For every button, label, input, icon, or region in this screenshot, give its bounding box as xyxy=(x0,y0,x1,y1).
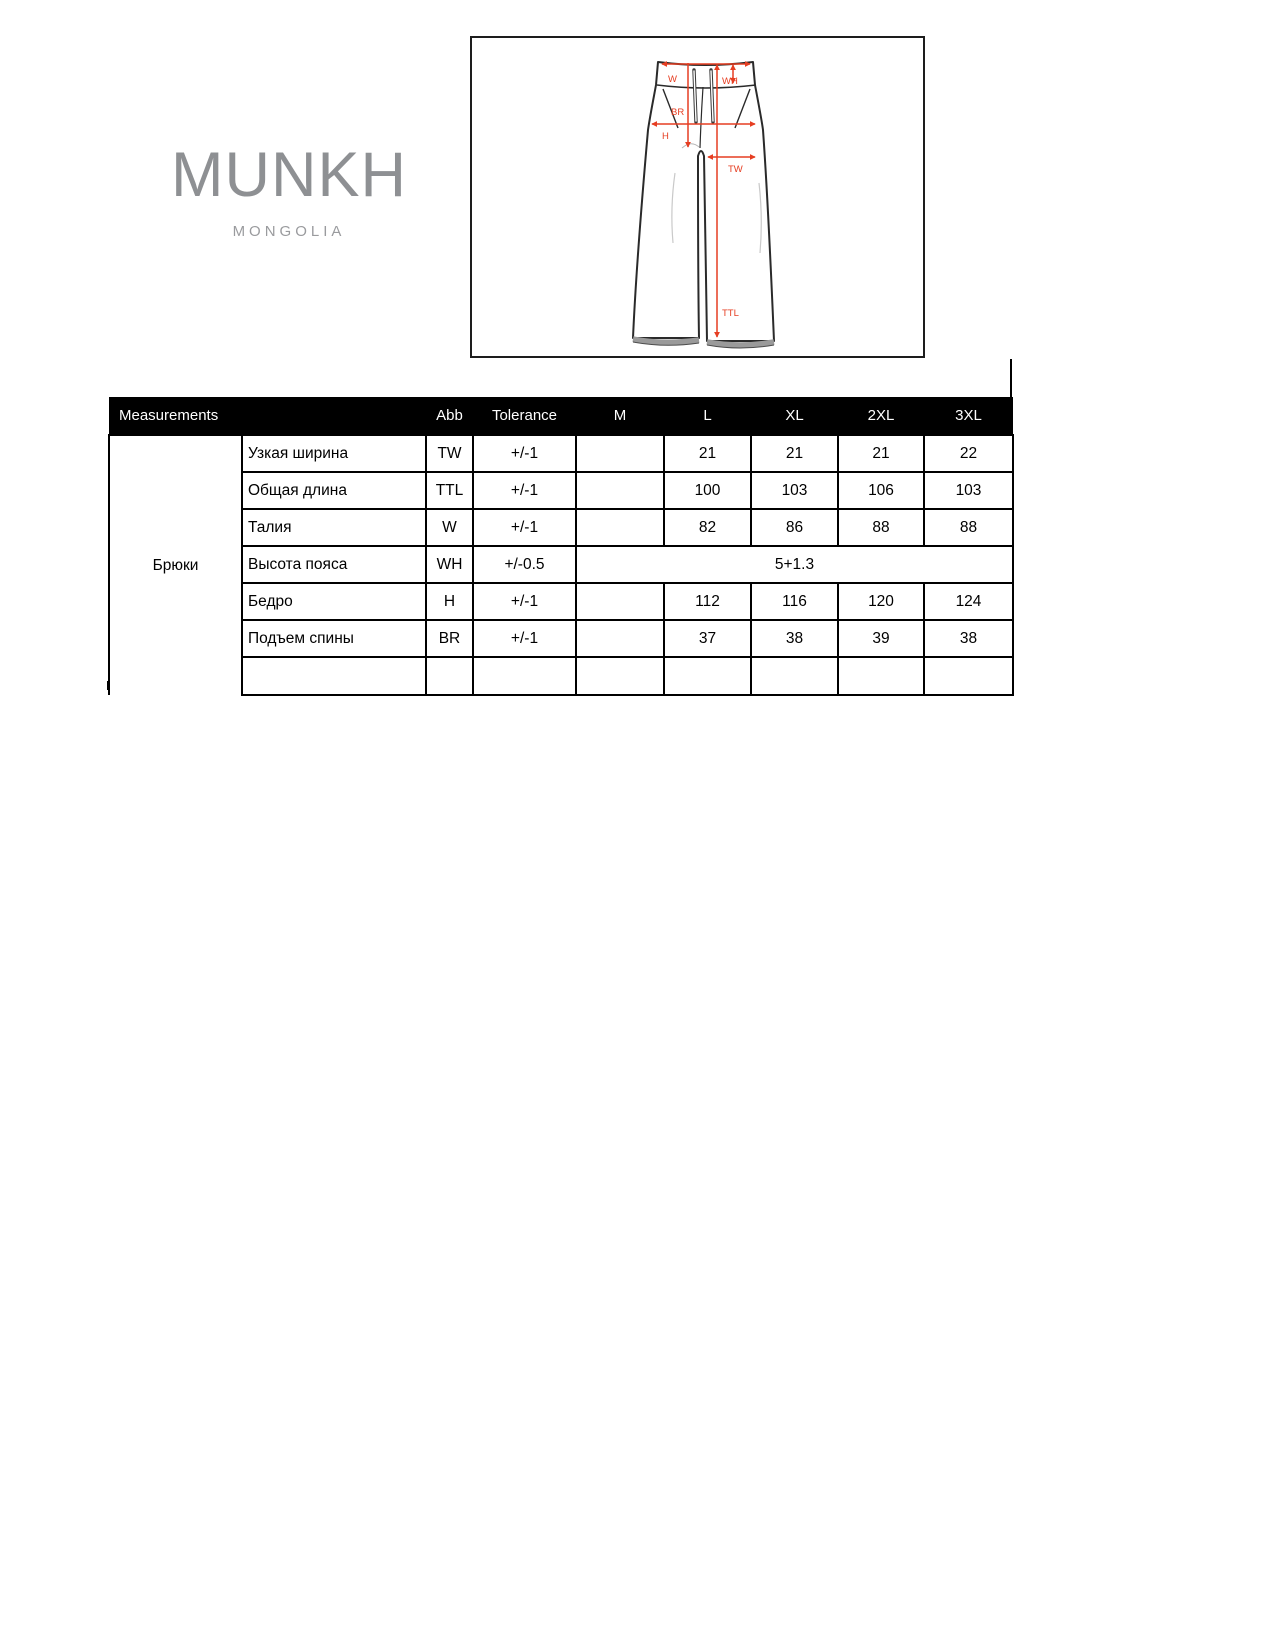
cell-m xyxy=(576,657,664,695)
cell-2xl: 106 xyxy=(838,472,924,509)
cell-2xl: 21 xyxy=(838,435,924,472)
cell-2xl: 88 xyxy=(838,509,924,546)
brand-name: MUNKH xyxy=(171,140,407,210)
table-row xyxy=(109,435,1013,472)
cell-m xyxy=(576,435,664,472)
col-header-l: L xyxy=(664,397,751,435)
garment-diagram-frame xyxy=(470,36,925,358)
cell-l: 37 xyxy=(664,620,751,657)
cell-l: 112 xyxy=(664,583,751,620)
cell-name: Подъем спины xyxy=(242,620,426,657)
table-header-row xyxy=(109,397,1013,435)
cell-l: 100 xyxy=(664,472,751,509)
cell-3xl: 38 xyxy=(924,620,1013,657)
cell-3xl xyxy=(924,657,1013,695)
cell-xl: 116 xyxy=(751,583,838,620)
cell-3xl: 103 xyxy=(924,472,1013,509)
cell-tolerance: +/-1 xyxy=(473,435,576,472)
measure-label-h: H xyxy=(662,131,669,142)
cell-name: Узкая ширина xyxy=(242,435,426,472)
cell-xl: 38 xyxy=(751,620,838,657)
cell-m xyxy=(576,509,664,546)
cell-tolerance: +/-1 xyxy=(473,583,576,620)
col-header-abb: Abb xyxy=(426,397,473,435)
cell-abb: TTL xyxy=(426,472,473,509)
cell-m xyxy=(576,472,664,509)
measure-label-w: W xyxy=(668,74,677,85)
brand-logo xyxy=(166,140,412,240)
cell-name: Общая длина xyxy=(242,472,426,509)
measurements-table xyxy=(108,397,1014,696)
group-cell-pants: Брюки xyxy=(109,435,242,695)
col-header-3xl: 3XL xyxy=(924,397,1013,435)
table-row xyxy=(109,472,1013,509)
cell-tolerance: +/-1 xyxy=(473,472,576,509)
cell-abb xyxy=(426,657,473,695)
cell-name: Талия xyxy=(242,509,426,546)
cell-m xyxy=(576,620,664,657)
cell-abb: TW xyxy=(426,435,473,472)
cell-name: Бедро xyxy=(242,583,426,620)
cell-tolerance xyxy=(473,657,576,695)
cell-merged-value: 5+1.3 xyxy=(576,546,1013,583)
cell-xl xyxy=(751,657,838,695)
table-row xyxy=(109,583,1013,620)
cell-m xyxy=(576,583,664,620)
cell-l: 21 xyxy=(664,435,751,472)
cell-name: Высота пояса xyxy=(242,546,426,583)
measure-label-ttl: TTL xyxy=(722,308,739,319)
measure-label-tw: TW xyxy=(728,164,743,175)
col-header-2xl: 2XL xyxy=(838,397,924,435)
cell-xl: 86 xyxy=(751,509,838,546)
measure-label-br: BR xyxy=(671,107,685,118)
cell-l xyxy=(664,657,751,695)
group-column-left-border-extension xyxy=(107,681,109,690)
table-row-empty xyxy=(109,657,1013,695)
cell-2xl: 39 xyxy=(838,620,924,657)
cell-xl: 21 xyxy=(751,435,838,472)
cell-3xl: 88 xyxy=(924,509,1013,546)
col-header-m: M xyxy=(576,397,664,435)
col-header-xl: XL xyxy=(751,397,838,435)
cell-l: 82 xyxy=(664,509,751,546)
brand-subtitle: MONGOLIA xyxy=(232,223,346,240)
pants-outline xyxy=(633,62,774,348)
cell-tolerance: +/-1 xyxy=(473,509,576,546)
cell-tolerance: +/-0.5 xyxy=(473,546,576,583)
cell-3xl: 124 xyxy=(924,583,1013,620)
cell-abb: H xyxy=(426,583,473,620)
col-header-measurements: Measurements xyxy=(109,397,426,435)
cell-2xl xyxy=(838,657,924,695)
cell-tolerance: +/-1 xyxy=(473,620,576,657)
cell-xl: 103 xyxy=(751,472,838,509)
cell-abb: W xyxy=(426,509,473,546)
table-row xyxy=(109,546,1013,583)
cell-abb: WH xyxy=(426,546,473,583)
cell-abb: BR xyxy=(426,620,473,657)
cell-name xyxy=(242,657,426,695)
col-header-tolerance: Tolerance xyxy=(473,397,576,435)
gridline-artifact xyxy=(1010,359,1012,397)
pants-technical-drawing xyxy=(472,38,923,356)
measure-label-wh: WH xyxy=(722,76,738,87)
cell-3xl: 22 xyxy=(924,435,1013,472)
table-row xyxy=(109,620,1013,657)
table-row xyxy=(109,509,1013,546)
cell-2xl: 120 xyxy=(838,583,924,620)
